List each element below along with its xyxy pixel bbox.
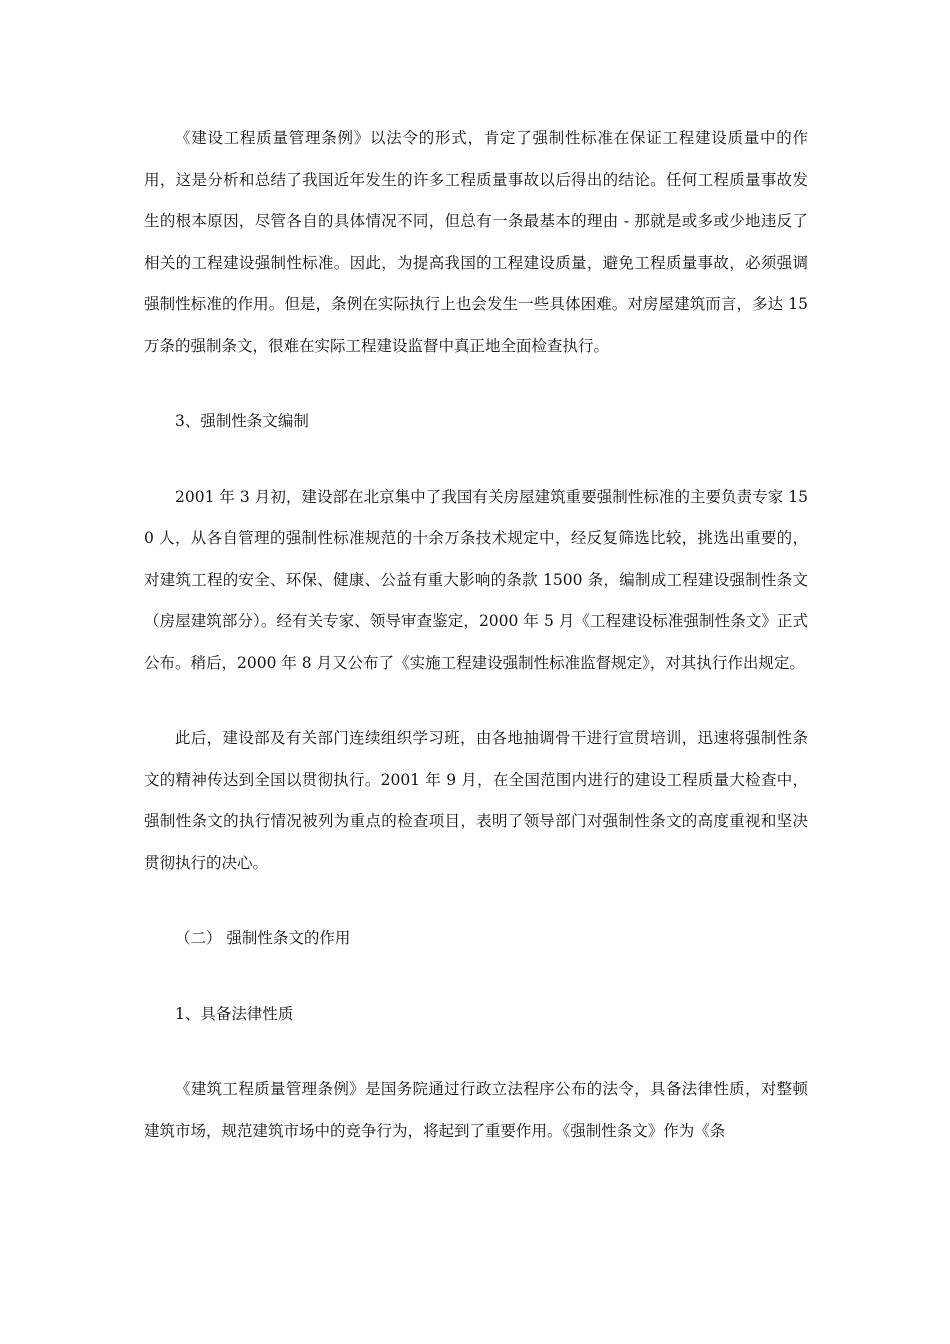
section-heading-compilation: 3、强制性条文编制: [175, 412, 309, 430]
paragraph-compilation-history: 2001 年 3 月初，建设部在北京集中了我国有关房屋建筑重要强制性标准的主要负责专家 150 人，从各自管理的强制性标准规范的十余万条技术规定中，经反复筛选比较，挑选出重要的，对建筑工程的安全、环保、健康、公益有重大影响的条款 1500 条，编制成工程建设强制性条文（房屋建筑部分）。经有关专家、领导审查鉴定，2000 年 5 月《工程建设标准强制性条文》正式公布。稍后，2000 年 8 月又公布了《实施工程建设强制性标准监督规定》，对其执行作出规定。: [144, 487, 808, 672]
paragraph-legal-nature: 《建筑工程质量管理条例》是国务院通过行政立法程序公布的法令，具备法律性质，对整顿建筑市场，规范建筑市场中的竞争行为，将起到了重要作用。《强制性条文》作为《条: [144, 1080, 808, 1140]
paragraph-regulation-intro: 《建设工程质量管理条例》以法令的形式，肯定了强制性标准在保证工程建设质量中的作用，这是分析和总结了我国近年发生的许多工程质量事故以后得出的结论。任何工程质量事故发生的根本原因，尽管各自的具体情况不同，但总有一条最基本的理由 - 那就是或多或少地违反了相关的工程建设强制性标准。因此，为提高我国的工程建设质量，避免工程质量事故，必须强调强制性标准的作用。但是，条例在实际执行上也会发生一些具体困难。对房屋建筑而言，多达 15 万条的强制条文，很难在实际工程建设监督中真正地全面检查执行。: [144, 129, 808, 355]
paragraph-training-inspection: 此后，建设部及有关部门连续组织学习班，由各地抽调骨干进行宣贯培训，迅速将强制性条文的精神传达到全国以贯彻执行。2001 年 9 月，在全国范围内进行的建设工程质量大检查中，强制性条文的执行情况被列为重点的检查项目，表明了领导部门对强制性条文的高度重视和坚决贯彻执行的决心。: [144, 729, 808, 872]
document-body: [144, 118, 808, 1186]
section-heading-role: （二） 强制性条文的作用: [175, 929, 351, 947]
subsection-heading-legal-nature: 1、具备法律性质: [175, 1004, 294, 1023]
